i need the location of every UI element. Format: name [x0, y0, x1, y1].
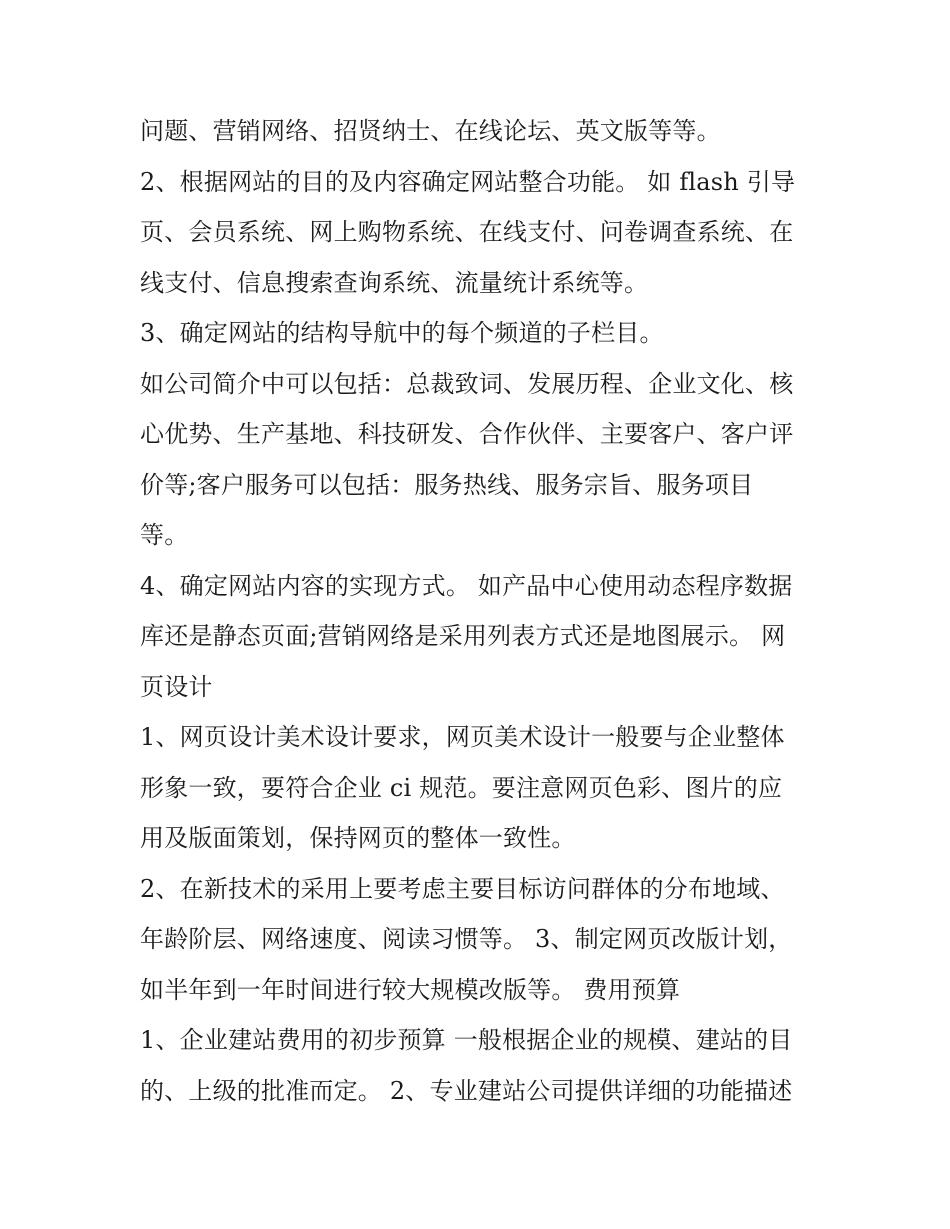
text-line: 如公司简介中可以包括：总裁致词、发展历程、企业文化、核 — [140, 369, 794, 398]
text-line: 线支付、信息搜索查询系统、流量统计系统等。 — [140, 268, 649, 297]
text-line: 2、在新技术的采用上要考虑主要目标访问群体的分布地域、 — [140, 874, 785, 903]
text-line: 3、确定网站的结构导航中的每个频道的子栏目。 — [140, 319, 664, 347]
text-line: 年龄阶层、网络速度、阅读习惯等。 3、制定网页改版计划， — [140, 925, 793, 953]
text-line: 页、会员系统、网上购物系统、在线支付、问卷调查系统、在 — [140, 218, 794, 246]
text-line: 等。 — [140, 521, 189, 549]
text-line: 库还是静态页面;营销网络是采用列表方式还是地图展示。 网 — [140, 622, 786, 650]
text-line: 形象一致，要符合企业 ci 规范。要注意网页色彩、图片的应 — [140, 773, 783, 802]
text-line: 1、网页设计美术设计要求，网页美术设计一般要与企业整体 — [140, 723, 785, 751]
text-line: 4、确定网站内容的实现方式。 如产品中心使用动态程序数据 — [140, 571, 793, 600]
text-line: 页设计 — [140, 672, 213, 701]
text-line: 如半年到一年时间进行较大规模改版等。 费用预算 — [140, 975, 681, 1004]
text-line: 1、企业建站费用的初步预算 一般根据企业的规模、建站的目 — [140, 1026, 793, 1054]
text-line: 用及版面策划，保持网页的整体一致性。 — [140, 824, 576, 852]
document-body — [140, 106, 820, 1116]
text-line: 2、根据网站的目的及内容确定网站整合功能。 如 flash 引导 — [140, 167, 796, 196]
text-line: 的、上级的批准而定。 2、专业建站公司提供详细的功能描述 — [140, 1076, 793, 1105]
text-line: 问题、营销网络、招贤纳士、在线论坛、英文版等等。 — [140, 117, 721, 145]
text-line: 心优势、生产基地、科技研发、合作伙伴、主要客户、客户评 — [140, 420, 794, 448]
text-line: 价等;客户服务可以包括：服务热线、服务宗旨、服务项目 — [140, 470, 754, 499]
